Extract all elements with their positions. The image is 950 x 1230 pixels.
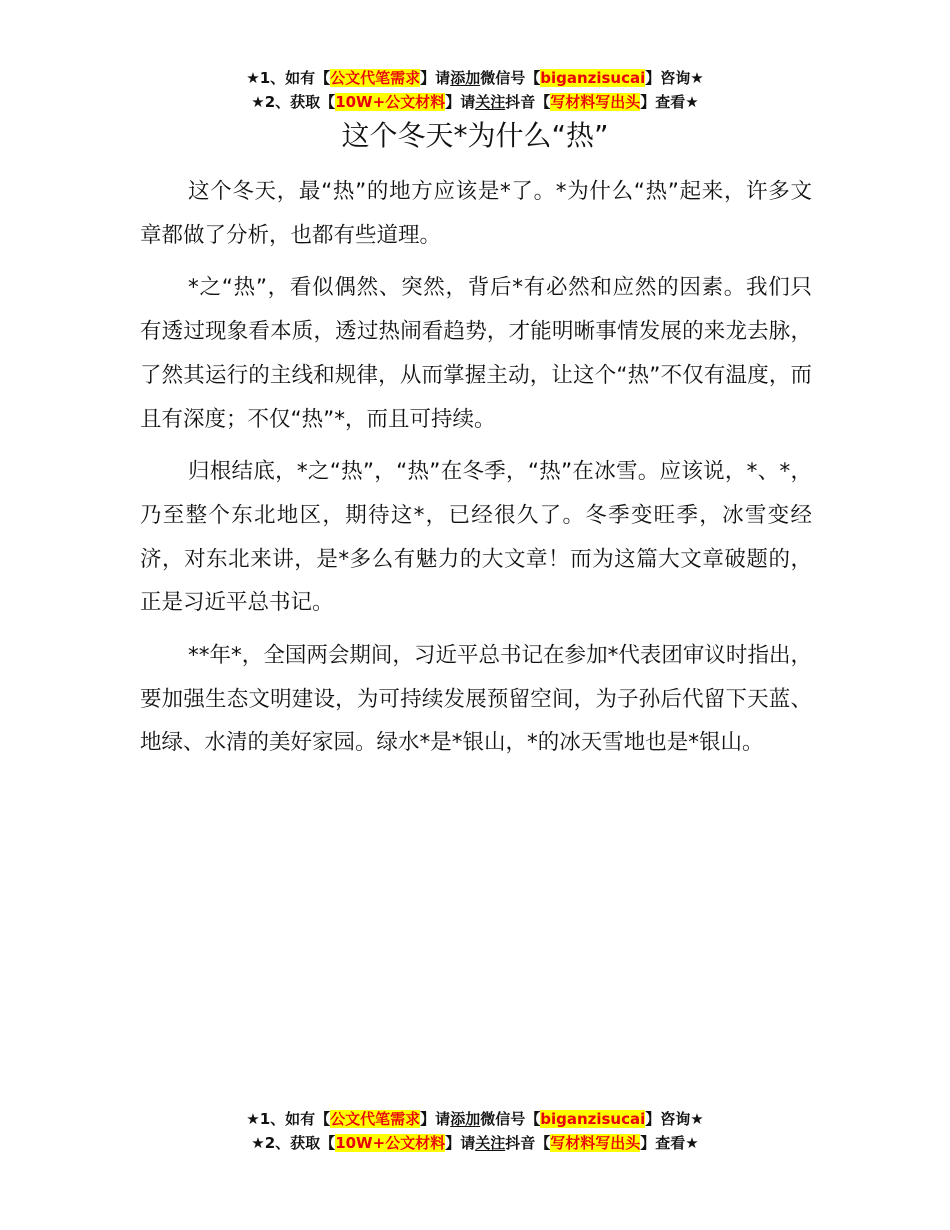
header-banner-line-2 (0, 90, 950, 114)
banner-text: 抖音【 (505, 93, 551, 111)
header-banner-line-1 (0, 66, 950, 90)
highlight-materials-label: 10W+公文材料 (335, 93, 446, 111)
underlined-add-label: 添加 (450, 1110, 481, 1128)
footer-banner-line-1 (0, 1107, 950, 1131)
banner-text: 】请 (445, 1134, 476, 1152)
highlight-douyin-account: 写材料写出头 (550, 93, 641, 111)
document-body (140, 170, 812, 774)
footer-banner (0, 1107, 950, 1155)
banner-text: 】查看★ (640, 1134, 699, 1152)
body-paragraph-4: **年*，全国两会期间，习近平总书记在参加*代表团审议时指出，要加强生态文明建设，为可持续发展预留空间，为子孙后代留下天蓝、地绿、水清的美好家园。绿水*是*银山，*的冰天雪地也是*银山。 (140, 643, 812, 756)
underlined-follow-label: 关注 (475, 1134, 506, 1152)
banner-text: 微信号【 (480, 1110, 541, 1128)
underlined-follow-label: 关注 (475, 93, 506, 111)
highlight-materials-label: 10W+公文材料 (335, 1134, 446, 1152)
banner-text: 】请 (420, 1110, 451, 1128)
banner-text: 】咨询★ (645, 69, 704, 87)
banner-text: ★2、获取【 (251, 1134, 336, 1152)
banner-text: 】请 (445, 93, 476, 111)
footer-banner-line-2 (0, 1131, 950, 1155)
banner-text: 】查看★ (640, 93, 699, 111)
body-paragraph-3: 归根结底，*之“热”，“热”在冬季，“热”在冰雪。应该说，*、*，乃至整个东北地区，期待这*，已经很久了。冬季变旺季，冰雪变经济，对东北来讲，是*多么有魅力的大文章！而为这篇大文章破题的，正是习近平总书记。 (140, 459, 812, 616)
document-title: 这个冬天*为什么“热” (341, 119, 609, 152)
banner-text: ★1、如有【 (246, 69, 331, 87)
highlight-wechat-id: biganzisucai (540, 1110, 646, 1128)
banner-text: 】咨询★ (645, 1110, 704, 1128)
banner-text: ★1、如有【 (246, 1110, 331, 1128)
highlight-service-label: 公文代笔需求 (330, 69, 421, 87)
body-paragraph-2: *之“热”，看似偶然、突然，背后*有必然和应然的因素。我们只有透过现象看本质，透过热闹看趋势，才能明晰事情发展的来龙去脉，了然其运行的主线和规律，从而掌握主动，让这个“热”不仅有温度，而且有深度；不仅“热”*，而且可持续。 (140, 275, 812, 432)
banner-text: 抖音【 (505, 1134, 551, 1152)
highlight-wechat-id: biganzisucai (540, 69, 646, 87)
banner-text: 】请 (420, 69, 451, 87)
banner-text: 微信号【 (480, 69, 541, 87)
banner-text: ★2、获取【 (251, 93, 336, 111)
highlight-douyin-account: 写材料写出头 (550, 1134, 641, 1152)
highlight-service-label: 公文代笔需求 (330, 1110, 421, 1128)
header-banner (0, 66, 950, 114)
body-paragraph-1: 这个冬天，最“热”的地方应该是*了。*为什么“热”起来，许多文章都做了分析，也都有些道理。 (140, 179, 812, 248)
underlined-add-label: 添加 (450, 69, 481, 87)
